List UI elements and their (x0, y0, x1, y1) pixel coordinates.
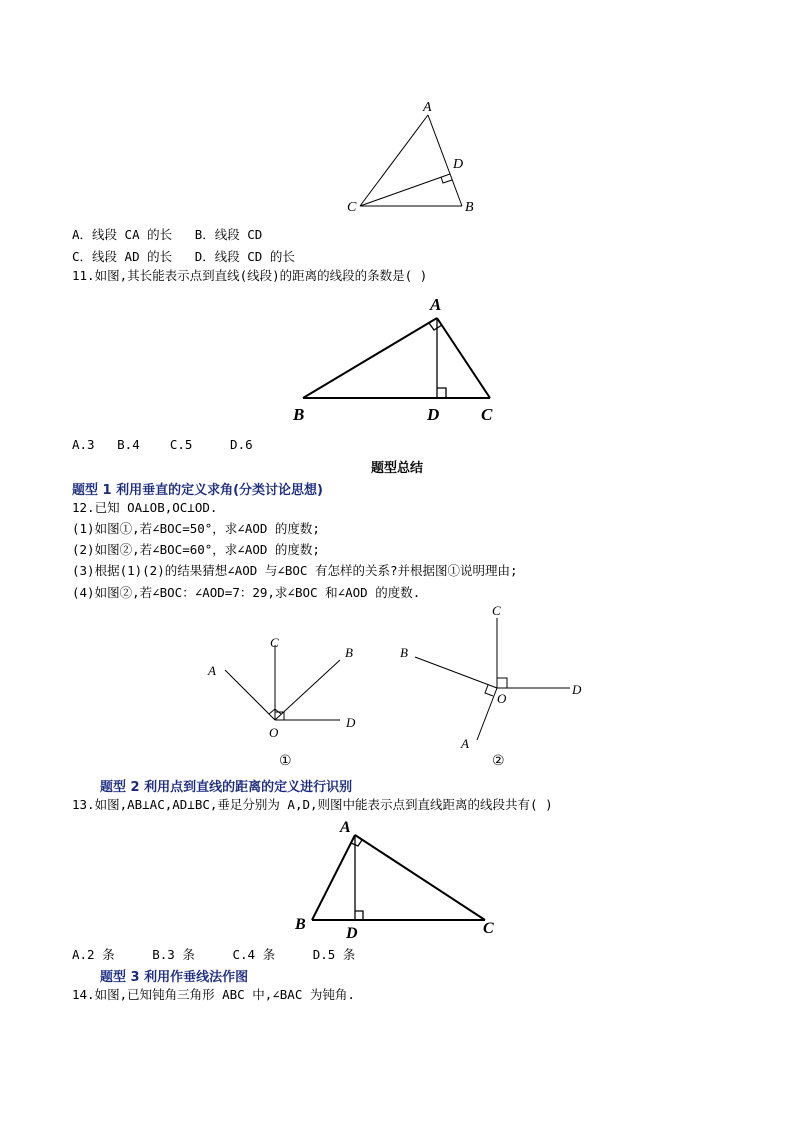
q11-stem: 11.如图,其长能表示点到直线(线段)的距离的线段的条数是( ) (72, 268, 428, 283)
fig2-caption: ② (492, 753, 505, 769)
figure-q12-2 (395, 600, 595, 755)
q13-label-A: A (340, 819, 351, 836)
fig2-label-B: B (400, 645, 408, 660)
q11-label-D: D (427, 405, 440, 424)
q11-label-B: B (293, 405, 305, 424)
q12-part2: (2)如图②,若∠BOC=60°，求∠AOD 的度数; (72, 542, 320, 557)
q10-label-C: C (347, 200, 357, 215)
type1-heading: 题型 1 利用垂直的定义求角(分类讨论思想) (72, 483, 323, 498)
q13-label-D: D (346, 925, 358, 942)
fig2-label-O: O (497, 691, 507, 706)
q10-options-row1: A．线段 CA 的长 B．线段 CD (72, 227, 263, 242)
q10-label-D: D (453, 157, 464, 172)
q12-stem: 12.已知 OA⊥OB,OC⊥OD. (72, 500, 218, 515)
fig2-label-A: A (461, 736, 469, 751)
q12-part4: (4)如图②,若∠BOC：∠AOD=7：29,求∠BOC 和∠AOD 的度数. (72, 585, 421, 600)
q13-stem: 13.如图,AB⊥AC,AD⊥BC,垂足分别为 A,D,则图中能表示点到直线距离的线段共有( ) (72, 797, 553, 812)
type2-heading: 题型 2 利用点到直线的距离的定义进行识别 (100, 780, 353, 795)
fig1-label-A: A (208, 663, 216, 678)
q10-options-row2: C．线段 AD 的长 D．线段 CD 的长 (72, 249, 295, 264)
q13-label-B: B (295, 916, 306, 933)
q10-label-A: A (423, 100, 432, 115)
fig1-caption: ① (279, 753, 292, 769)
q12-part1: (1)如图①,若∠BOC=50°，求∠AOD 的度数; (72, 521, 320, 536)
fig1-label-O: O (269, 725, 279, 740)
fig2-label-C: C (492, 603, 501, 618)
q11-label-A: A (430, 295, 442, 314)
fig1-label-C: C (270, 635, 279, 650)
figure-q10-triangle (340, 95, 490, 220)
q14-stem: 14.如图,已知钝角三角形 ABC 中,∠BAC 为钝角. (72, 987, 355, 1002)
fig1-label-B: B (345, 645, 353, 660)
q11-options: A.3 B.4 C.5 D.6 (72, 437, 253, 452)
section-title: 题型总结 (370, 461, 423, 476)
q12-part3: (3)根据(1)(2)的结果猜想∠AOD 与∠BOC 有怎样的关系?并根据图①说明理由; (72, 563, 518, 578)
q13-label-C: C (483, 920, 494, 937)
fig1-label-D: D (346, 715, 356, 730)
q13-options: A.2 条 B.3 条 C.4 条 D.5 条 (72, 947, 356, 962)
figure-q11-triangle (285, 290, 510, 430)
type3-heading: 题型 3 利用作垂线法作图 (100, 970, 249, 985)
q11-label-C: C (481, 405, 493, 424)
q10-label-B: B (465, 200, 474, 215)
fig2-label-D: D (572, 682, 582, 697)
figure-q13-triangle (285, 815, 510, 945)
figure-q12-1 (200, 630, 370, 750)
